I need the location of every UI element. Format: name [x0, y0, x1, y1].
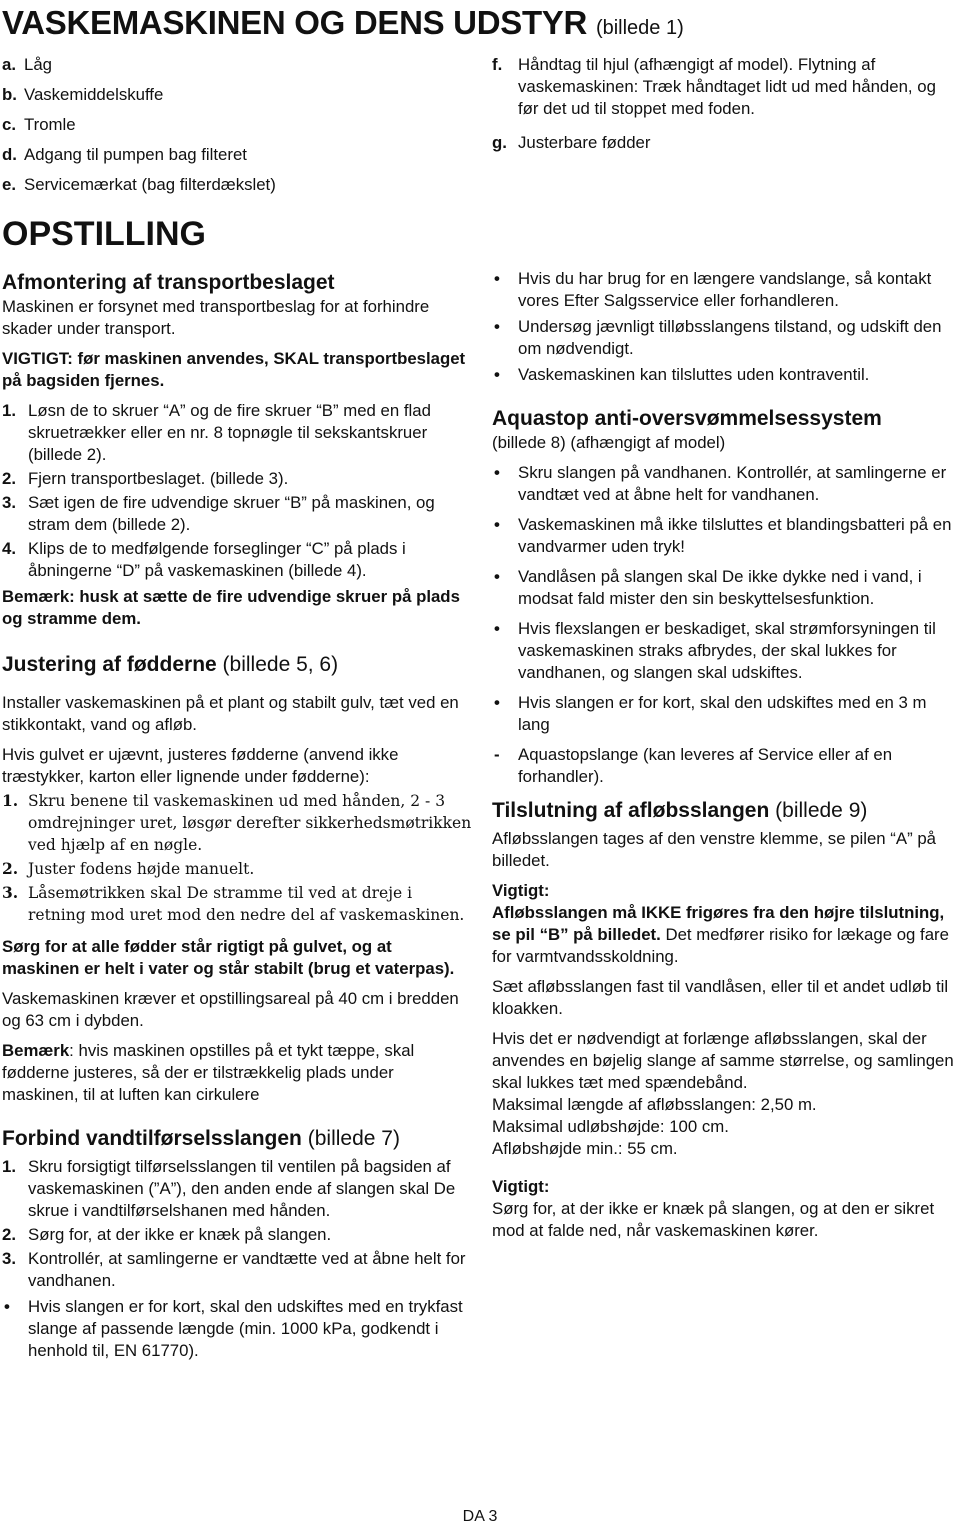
item-text: Vaskemiddelskuffe — [24, 85, 164, 104]
transport-intro: Maskinen er forsynet med transportbeslag for at forhindre skader under transport. — [2, 297, 430, 338]
drain-min-height: Afløbshøjde min.: 55 cm. — [492, 1139, 678, 1158]
list-item — [492, 744, 958, 788]
step-number: 1. — [2, 1157, 16, 1176]
transport-heading: Afmontering af transportbeslaget — [2, 271, 335, 294]
drain-heading-text: Tilslutning af afløbsslangen — [492, 799, 770, 822]
step-number: 3. — [2, 1249, 16, 1268]
bullet-text: Vaskemaskinen kan tilsluttes uden kontraventil. — [518, 365, 870, 384]
drain-important-label: Vigtigt: — [492, 881, 550, 900]
page-number: DA 3 — [462, 1508, 498, 1525]
list-item — [492, 132, 958, 154]
list-item — [2, 1248, 472, 1292]
bullet-icon: - — [494, 745, 500, 764]
item-text: Servicemærkat (bag filterdækslet) — [24, 175, 276, 194]
drain-heading-sub: (billede 9) — [775, 799, 868, 822]
feet-carpet-note — [2, 1040, 472, 1106]
bullet-icon: • — [494, 269, 500, 288]
supply-heading — [2, 1126, 472, 1152]
feet-area-note: Vaskemaskinen kræver et opstillingsareal på 40 cm i bredden og 63 cm i dybden. — [2, 989, 459, 1030]
bullet-icon: • — [4, 1297, 10, 1316]
item-text: Låg — [24, 55, 52, 74]
step-text: Kontrollér, at samlingerne er vandtætte ved at åbne helt for vandhanen. — [28, 1249, 466, 1290]
drain-max-length: Maksimal længde af afløbsslangen: 2,50 m. — [492, 1095, 817, 1114]
supply-heading-text: Forbind vandtilførselsslangen — [2, 1127, 302, 1150]
item-text: Håndtag til hjul (afhængigt af model). Flytning af vaskemaskinen: Træk håndtaget lidt ud med hånden, og før det ud til stoppet med foden. — [518, 55, 936, 118]
bullet-text: Vaskemaskinen må ikke tilsluttes et blandingsbatteri på en vandvarmer uden tryk! — [518, 515, 952, 556]
bullet-icon: • — [494, 317, 500, 336]
bullet-text: Vandlåsen på slangen skal De ikke dykke ned i vand, i modsat fald mister den sin beskyttelsesfunktion. — [518, 567, 922, 608]
item-letter: g. — [492, 133, 507, 152]
step-text: Sørg for, at der ikke er knæk på slangen. — [28, 1225, 332, 1244]
bullet-icon: • — [494, 463, 500, 482]
supply-bullets-continued — [492, 268, 958, 386]
list-item — [2, 538, 472, 582]
right-column — [492, 268, 958, 1250]
step-text: Løsn de to skruer “A” og de fire skruer “B” med en flad skruetrækker eller en nr. 8 topnøgle til sekskantskruer (billede 2). — [28, 401, 431, 464]
page-title-subtitle: (billede 1) — [595, 17, 684, 39]
note-text: : hvis maskinen opstilles på et tykt tæppe, skal fødderne justeres, så der er tilstrækkelig plads under maskinen, til at luften kan cirkulere — [2, 1041, 415, 1104]
drain-important-rest: Det medfører risiko for lækage og fare for varmtvandsskoldning. — [492, 925, 949, 966]
item-letter: e. — [2, 175, 16, 194]
list-item — [2, 84, 472, 106]
item-text: Justerbare fødder — [518, 133, 651, 152]
drain-important — [492, 902, 958, 968]
list-item — [492, 462, 958, 506]
drain-important2-label: Vigtigt: — [492, 1177, 550, 1196]
list-item — [2, 858, 472, 880]
step-number: 2. — [2, 469, 16, 488]
feet-uneven: Hvis gulvet er ujævnt, justeres fødderne (anvend ikke træstykker, karton eller lignende under fødderne): — [2, 745, 399, 786]
drain-extend: Hvis det er nødvendigt at forlænge afløbsslangen, skal der anvendes en bøjelig slange af samme størrelse, og samlingen skal lukkes tæt med spændebånd. — [492, 1029, 954, 1092]
supply-bullets — [2, 1296, 472, 1362]
list-item — [492, 316, 958, 360]
item-text: Tromle — [24, 115, 76, 134]
item-letter: f. — [492, 55, 503, 74]
step-number: 2. — [2, 1225, 16, 1244]
aquastop-bullets — [492, 462, 958, 788]
step-number: 3. — [2, 493, 16, 512]
drain-important2-text: Sørg for, at der ikke er knæk på slangen, og at den er sikret mod at falde ned, når vaskemaskinen kører. — [492, 1199, 935, 1240]
aquastop-heading: Aquastop anti-oversvømmelsessystem — [492, 407, 882, 430]
list-item — [2, 400, 472, 466]
bullet-icon: • — [494, 365, 500, 384]
item-letter: a. — [2, 55, 16, 74]
bullet-text: Hvis slangen er for kort, skal den udskiftes med en 3 m lang — [518, 693, 927, 734]
supply-heading-sub: (billede 7) — [307, 1127, 400, 1150]
bullet-icon: • — [494, 567, 500, 586]
list-item — [2, 468, 472, 490]
note-label: Bemærk — [2, 1041, 70, 1060]
list-item — [2, 1156, 472, 1222]
drain-intro: Afløbsslangen tages af den venstre klemme, se pilen “A” på billedet. — [492, 829, 936, 870]
list-item — [2, 1224, 472, 1246]
transport-important: VIGTIGT: før maskinen anvendes, SKAL transportbeslaget på bagsiden fjernes. — [2, 349, 466, 390]
feet-heading-sub: (billede 5, 6) — [222, 653, 339, 676]
page-title — [2, 4, 684, 47]
item-letter: d. — [2, 145, 17, 164]
step-number: 1. — [2, 791, 19, 810]
list-item — [2, 54, 472, 76]
bullet-icon: • — [494, 693, 500, 712]
step-number: 3. — [2, 883, 19, 902]
bullet-text: Hvis slangen er for kort, skal den udskiftes med en trykfast slange af passende længde (min. 1000 kPa, godkendt i henhold til, EN 61770). — [28, 1297, 463, 1360]
drain-important-bold: Afløbsslangen må IKKE frigøres fra den højre tilslutning, se pil “B” på billedet. — [492, 903, 945, 944]
parts-list-continued — [492, 54, 958, 154]
list-item — [2, 114, 472, 136]
list-item — [2, 174, 472, 196]
feet-heading-text: Justering af fødderne — [2, 653, 217, 676]
section-title: OPSTILLING — [2, 215, 206, 253]
list-item — [492, 364, 958, 386]
item-letter: b. — [2, 85, 17, 104]
aquastop-sub: (billede 8) (afhængigt af model) — [492, 433, 726, 452]
list-item — [492, 692, 958, 736]
step-text: Låsemøtrikken skal De stramme til ved at dreje i retning mod uret mod den nedre del af vaskemaskinen. — [28, 884, 465, 924]
list-item — [2, 1296, 472, 1362]
bullet-text: Skru slangen på vandhanen. Kontrollér, at samlingerne er vandtæt ved at åbne helt for vandhanen. — [518, 463, 947, 504]
feet-steps — [2, 790, 472, 926]
step-text: Klips de to medfølgende forseglinger “C” på plads i åbningerne “D” på vaskemaskinen (billede 4). — [28, 539, 406, 580]
transport-steps — [2, 400, 472, 582]
list-item — [492, 514, 958, 558]
parts-list — [2, 54, 472, 204]
list-item — [2, 882, 472, 926]
transport-note: Bemærk: husk at sætte de fire udvendige skruer på plads og stramme dem. — [2, 587, 460, 628]
left-column — [2, 214, 472, 1370]
list-item — [492, 618, 958, 684]
drain-trap: Sæt afløbsslangen fast til vandlåsen, eller til et andet udløb til kloakken. — [492, 977, 949, 1018]
drain-heading — [492, 798, 958, 824]
bullet-text: Undersøg jævnligt tilløbsslangens tilstand, og udskift den om nødvendigt. — [518, 317, 942, 358]
drain-max-height: Maksimal udløbshøjde: 100 cm. — [492, 1117, 729, 1136]
list-item — [2, 492, 472, 536]
list-item — [492, 268, 958, 312]
bullet-icon: • — [494, 619, 500, 638]
item-letter: c. — [2, 115, 16, 134]
feet-heading — [2, 652, 472, 678]
step-text: Juster fodens højde manuelt. — [28, 860, 255, 878]
list-item — [492, 54, 958, 120]
list-item — [492, 566, 958, 610]
step-text: Sæt igen de fire udvendige skruer “B” på maskinen, og stram dem (billede 2). — [28, 493, 435, 534]
step-text: Skru forsigtigt tilførselsslangen til ventilen på bagsiden af vaskemaskinen (”A”), den anden ende af slangen skal De skrue i vandtilførselshanen med hånden. — [28, 1157, 456, 1220]
step-number: 1. — [2, 401, 16, 420]
bullet-text: Aquastopslange (kan leveres af Service eller af en forhandler). — [518, 745, 893, 786]
list-item — [2, 790, 472, 856]
feet-intro: Installer vaskemaskinen på et plant og stabilt gulv, tæt ved en stikkontakt, vand og afløb. — [2, 693, 459, 734]
item-text: Adgang til pumpen bag filteret — [24, 145, 247, 164]
step-text: Skru benene til vaskemaskinen ud med hånden, 2 - 3 omdrejninger uret, løsgør derefter sikkerhedsmøtrikken ved hjælp af en nøgle. — [28, 792, 472, 854]
page-title-text: VASKEMASKINEN OG DENS UDSTYR — [2, 4, 588, 41]
list-item — [2, 144, 472, 166]
step-text: Fjern transportbeslaget. (billede 3). — [28, 469, 289, 488]
feet-level-note: Sørg for at alle fødder står rigtigt på gulvet, og at maskinen er helt i vater og står stabilt (brug et vaterpas). — [2, 937, 455, 978]
step-number: 4. — [2, 539, 16, 558]
bullet-text: Hvis du har brug for en længere vandslange, så kontakt vores Efter Salgsservice eller forhandleren. — [518, 269, 932, 310]
bullet-icon: • — [494, 515, 500, 534]
step-number: 2. — [2, 859, 19, 878]
supply-steps — [2, 1156, 472, 1292]
bullet-text: Hvis flexslangen er beskadiget, skal strømforsyningen til vaskemaskinen straks afbrydes, der skal lukkes for vandhanen, og slangen skal udskiftes. — [518, 619, 936, 682]
